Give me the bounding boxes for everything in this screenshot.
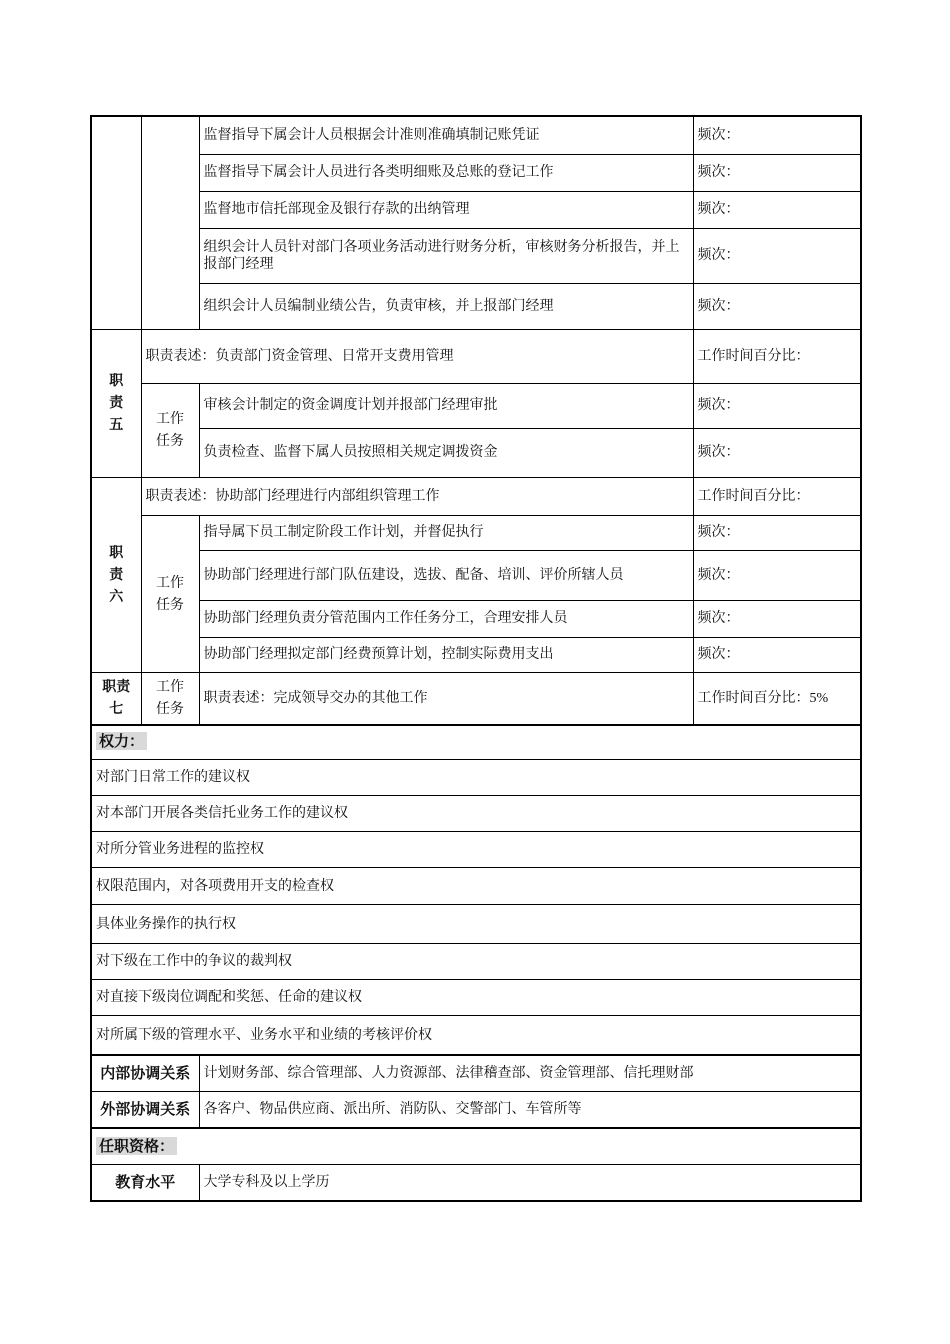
- duty5-task-label: [141, 383, 199, 477]
- task-frequency: 频次：: [693, 154, 861, 191]
- external-coordination-label: 外部协调关系: [91, 1092, 199, 1129]
- authority-qualification-table: [90, 724, 862, 1202]
- task-text: 监督指导下属会计人员根据会计准则准确填制记账凭证: [199, 116, 693, 154]
- task-frequency: 频次：: [693, 228, 861, 283]
- task-text: 指导属下员工制定阶段工作计划，并督促执行: [199, 515, 693, 550]
- duty6-task-row: [91, 515, 861, 550]
- duty6-task-label: [141, 515, 199, 672]
- authority-item: [91, 980, 861, 1016]
- duty4-task-row: [91, 283, 861, 329]
- authority-item-text: 对所分管业务进程的监控权: [91, 832, 861, 868]
- duty5-description: 职责表述：负责部门资金管理、日常开支费用管理: [141, 329, 693, 383]
- task-label-line: 工作: [156, 574, 184, 591]
- task-label-line: 任务: [156, 596, 184, 613]
- duty6-label-line: 六: [109, 588, 124, 605]
- task-frequency: 频次：: [693, 600, 861, 637]
- task-text: 协助部门经理拟定部门经费预算计划，控制实际费用支出: [199, 637, 693, 672]
- authority-item: [91, 1016, 861, 1056]
- qualification-heading-row: [91, 1128, 861, 1165]
- duty4-task-row: [91, 154, 861, 191]
- task-frequency: 频次：: [693, 383, 861, 428]
- task-frequency: 频次：: [693, 191, 861, 228]
- duty6-label-line: 责: [109, 566, 124, 583]
- authority-item: [91, 905, 861, 944]
- duty4-label-cell: [91, 116, 141, 329]
- task-label-line: 工作: [156, 411, 184, 427]
- duty4-task-row: [91, 191, 861, 228]
- task-text: 监督指导下属会计人员进行各类明细账及总账的登记工作: [199, 154, 693, 191]
- task-text: 组织会计人员编制业绩公告，负责审核，并上报部门经理: [199, 283, 693, 329]
- external-coordination-row: [91, 1092, 861, 1129]
- education-value: 大学专科及以上学历: [199, 1165, 861, 1202]
- internal-coordination-row: [91, 1055, 861, 1092]
- task-label-line: 任务: [156, 701, 184, 718]
- task-frequency: 频次：: [693, 116, 861, 154]
- internal-coordination-value: 计划财务部、综合管理部、人力资源部、法律稽查部、资金管理部、信托理财部: [199, 1055, 861, 1092]
- duty6-time-percentage: 工作时间百分比：: [693, 477, 861, 515]
- authority-item: [91, 868, 861, 905]
- education-label: 教育水平: [91, 1165, 199, 1202]
- authority-item-text: 具体业务操作的执行权: [91, 905, 861, 944]
- authority-item: [91, 760, 861, 796]
- task-label-line: 任务: [156, 433, 184, 449]
- duty5-task-row: [91, 428, 861, 477]
- duty6-task-row: [91, 637, 861, 672]
- task-frequency: 频次：: [693, 283, 861, 329]
- duty7-task-label: [141, 672, 199, 725]
- task-text: 协助部门经理进行部门队伍建设，选拔、配备、培训、评价所辖人员: [199, 550, 693, 600]
- authority-item-text: 对本部门开展各类信托业务工作的建议权: [91, 796, 861, 832]
- task-label-line: 工作: [156, 679, 184, 696]
- qualification-heading: 任职资格：: [96, 1137, 177, 1155]
- task-text: 负责检查、监督下属人员按照相关规定调拨资金: [199, 428, 693, 477]
- duty7-time-percentage: 工作时间百分比：5%: [693, 672, 861, 725]
- authority-item-text: 对部门日常工作的建议权: [91, 760, 861, 796]
- internal-coordination-label: 内部协调关系: [91, 1055, 199, 1092]
- duty6-task-row: [91, 600, 861, 637]
- task-text: 组织会计人员针对部门各项业务活动进行财务分析，审核财务分析报告，并上报部门经理: [199, 228, 693, 283]
- authority-item-text: 对下级在工作中的争议的裁判权: [91, 944, 861, 980]
- task-frequency: 频次：: [693, 515, 861, 550]
- duty4-task-label-cell: [141, 116, 199, 329]
- duty5-time-percentage: 工作时间百分比：: [693, 329, 861, 383]
- duty5-label-line: 责: [109, 395, 124, 411]
- duty5-description-row: [91, 329, 861, 383]
- duty5-label-line: 五: [109, 417, 124, 433]
- duty7-label: [91, 672, 141, 725]
- education-row: [91, 1165, 861, 1202]
- task-frequency: 频次：: [693, 550, 861, 600]
- authority-item-text: 对所属下级的管理水平、业务水平和业绩的考核评价权: [91, 1016, 861, 1056]
- duty4-task-row: [91, 116, 861, 154]
- duty6-label-line: 职: [109, 544, 124, 561]
- task-frequency: 频次：: [693, 428, 861, 477]
- authority-item: [91, 796, 861, 832]
- duty7-description: 职责表述：完成领导交办的其他工作: [199, 672, 693, 725]
- duties-table: [90, 115, 862, 726]
- authority-item-text: 对直接下级岗位调配和奖惩、任命的建议权: [91, 980, 861, 1016]
- task-text: 审核会计制定的资金调度计划并报部门经理审批: [199, 383, 693, 428]
- authority-item: [91, 832, 861, 868]
- duty6-description-row: [91, 477, 861, 515]
- authority-heading: 权力：: [96, 732, 147, 750]
- authority-item-text: 权限范围内，对各项费用开支的检查权: [91, 868, 861, 905]
- task-text: 监督地市信托部现金及银行存款的出纳管理: [199, 191, 693, 228]
- duty4-task-row: [91, 228, 861, 283]
- duty6-task-row: [91, 550, 861, 600]
- task-text: 协助部门经理负责分管范围内工作任务分工，合理安排人员: [199, 600, 693, 637]
- duty5-task-row: [91, 383, 861, 428]
- duty7-label-line: 职责: [102, 679, 131, 696]
- duty7-row: [91, 672, 861, 725]
- duty6-description: 职责表述：协助部门经理进行内部组织管理工作: [141, 477, 693, 515]
- external-coordination-value: 各客户、物品供应商、派出所、消防队、交警部门、车管所等: [199, 1092, 861, 1129]
- authority-heading-row: [91, 725, 861, 760]
- duty5-label-line: 职: [109, 373, 124, 389]
- task-frequency: 频次：: [693, 637, 861, 672]
- authority-item: [91, 944, 861, 980]
- duty5-label: [91, 329, 141, 477]
- duty7-label-line: 七: [109, 701, 124, 718]
- duty6-label: [91, 477, 141, 672]
